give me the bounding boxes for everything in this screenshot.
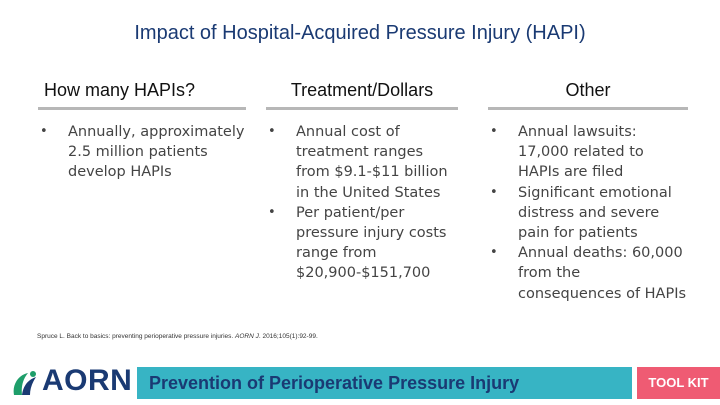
bullet-item: • Significant emotional distress and severe pain for patients xyxy=(488,183,688,244)
bullet-list xyxy=(266,122,458,284)
bullet-item: • Annual lawsuits: 17,000 related to HAPIs are filed xyxy=(488,122,688,183)
column-other xyxy=(488,72,688,304)
toolkit-banner: Prevention of Perioperative Pressure Injury xyxy=(137,367,632,399)
column-treatment-dollars xyxy=(266,72,458,284)
column-heading: How many HAPIs? xyxy=(38,72,246,110)
toolkit-badge: TOOL KIT xyxy=(637,367,720,399)
bullet-item: • Annual cost of treatment ranges from $9.1-$11 billion in the United States xyxy=(266,122,458,203)
aorn-logo-text: AORN xyxy=(42,364,133,397)
bullet-list xyxy=(488,122,688,304)
citation xyxy=(37,333,318,340)
aorn-logo-icon xyxy=(10,369,40,399)
citation-text: Spruce L. Back to basics: preventing perioperative pressure injuries. xyxy=(37,333,235,340)
bullet-item: • Annually, approximately 2.5 million patients develop HAPIs xyxy=(38,122,246,183)
column-how-many xyxy=(38,72,246,183)
column-heading: Other xyxy=(488,72,688,110)
citation-issue: . 2016;105(1):92-99. xyxy=(258,333,318,340)
bullet-item: • Per patient/per pressure injury costs range from $20,900-$151,700 xyxy=(266,203,458,284)
bullet-item: • Annual deaths: 60,000 from the consequences of HAPIs xyxy=(488,243,688,304)
footer-bar xyxy=(0,361,720,405)
slide-title: Impact of Hospital-Acquired Pressure Injury (HAPI) xyxy=(134,22,586,44)
column-heading: Treatment/Dollars xyxy=(266,72,458,110)
bullet-list xyxy=(38,122,246,183)
citation-journal: AORN J xyxy=(235,333,259,340)
